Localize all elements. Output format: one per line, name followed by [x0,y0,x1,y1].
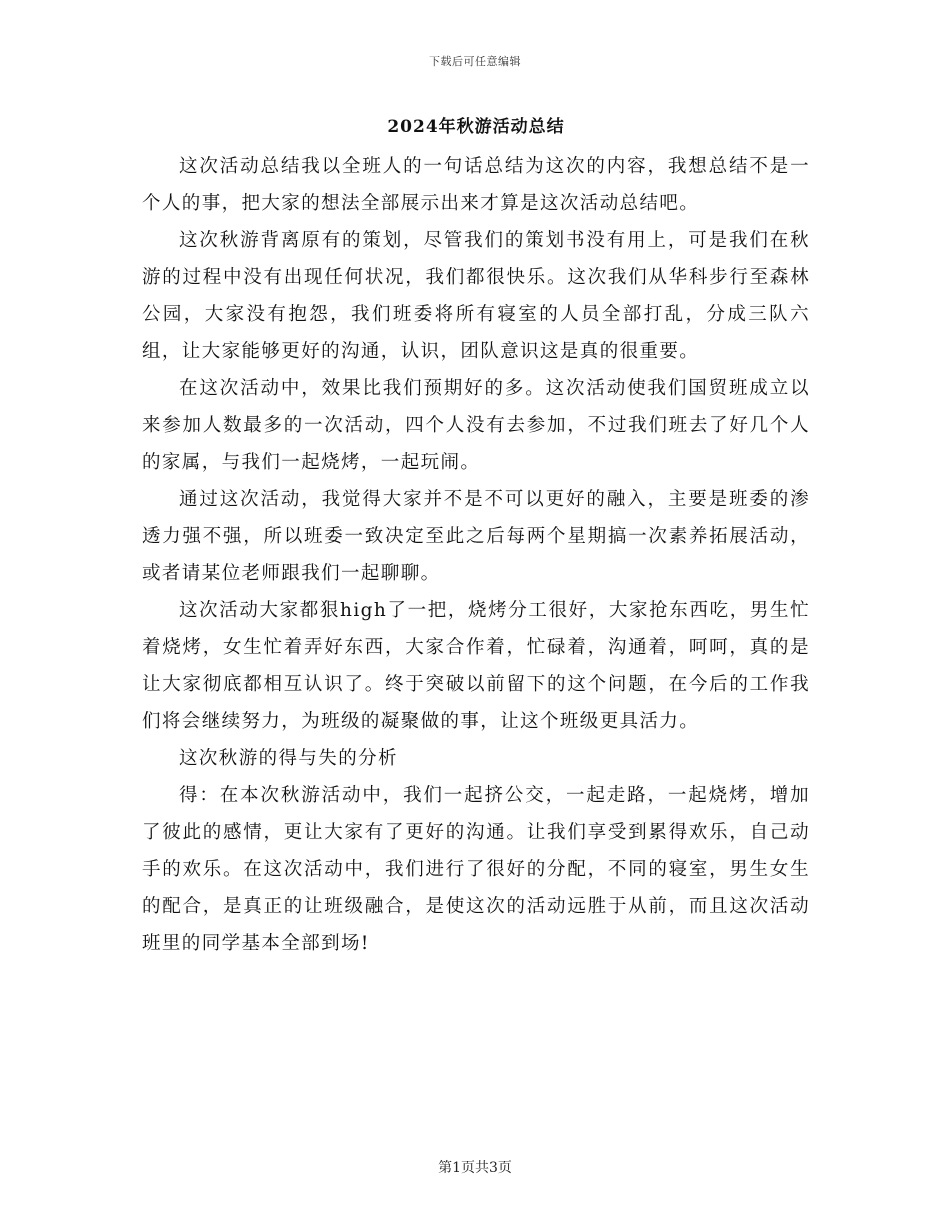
paragraph-plan: 这次秋游背离原有的策划，尽管我们的策划书没有用上，可是我们在秋游的过程中没有出现任何状况，我们都很快乐。这次我们从华科步行至森林公园，大家没有抱怨，我们班委将所有寝室的人员全部打乱，分成三队六组，让大家能够更好的沟通，认识，团队意识这是真的很重要。 [142,230,810,362]
paragraph-integration: 通过这次活动，我觉得大家并不是不可以更好的融入，主要是班委的渗透力强不强，所以班委一致决定至此之后每两个星期搞一次素养拓展活动，或者请某位老师跟我们一起聊聊。 [142,489,810,584]
paragraph-gains: 得：在本次秋游活动中，我们一起挤公交，一起走路，一起烧烤，增加了彼此的感情，更让大家有了更好的沟通。让我们享受到累得欢乐，自己动手的欢乐。在这次活动中，我们进行了很好的分配，不同的寝室，男生女生的配合，是真正的让班级融合，是使这次的活动远胜于从前，而且这次活动班里的同学基本全部到场! [142,785,810,954]
page-header: 下载后可任意编辑 [429,55,521,68]
paragraph-bbq: 这次活动大家都狠high了一把，烧烤分工很好，大家抢东西吃，男生忙着烧烤，女生忙着弄好东西，大家合作着，忙碌着，沟通着，呵呵，真的是让大家彻底都相互认识了。终于突破以前留下的这个问题，在今后的工作我们将会继续努力，为班级的凝聚做的事，让这个班级更具活力。 [142,600,810,732]
paragraph-intro: 这次活动总结我以全班人的一句话总结为这次的内容，我想总结不是一个人的事，把大家的想法全部展示出来才算是这次活动总结吧。 [142,156,810,214]
page-footer: 第1页共3页 [438,1160,512,1176]
section-heading-analysis: 这次秋游的得与失的分析 [179,748,398,769]
document-title: 2024年秋游活动总结 [387,117,565,137]
paragraph-effect: 在这次活动中，效果比我们预期好的多。这次活动使我们国贸班成立以来参加人数最多的一次活动，四个人没有去参加，不过我们班去了好几个人的家属，与我们一起烧烤，一起玩闹。 [142,378,810,473]
document-body [142,114,810,962]
